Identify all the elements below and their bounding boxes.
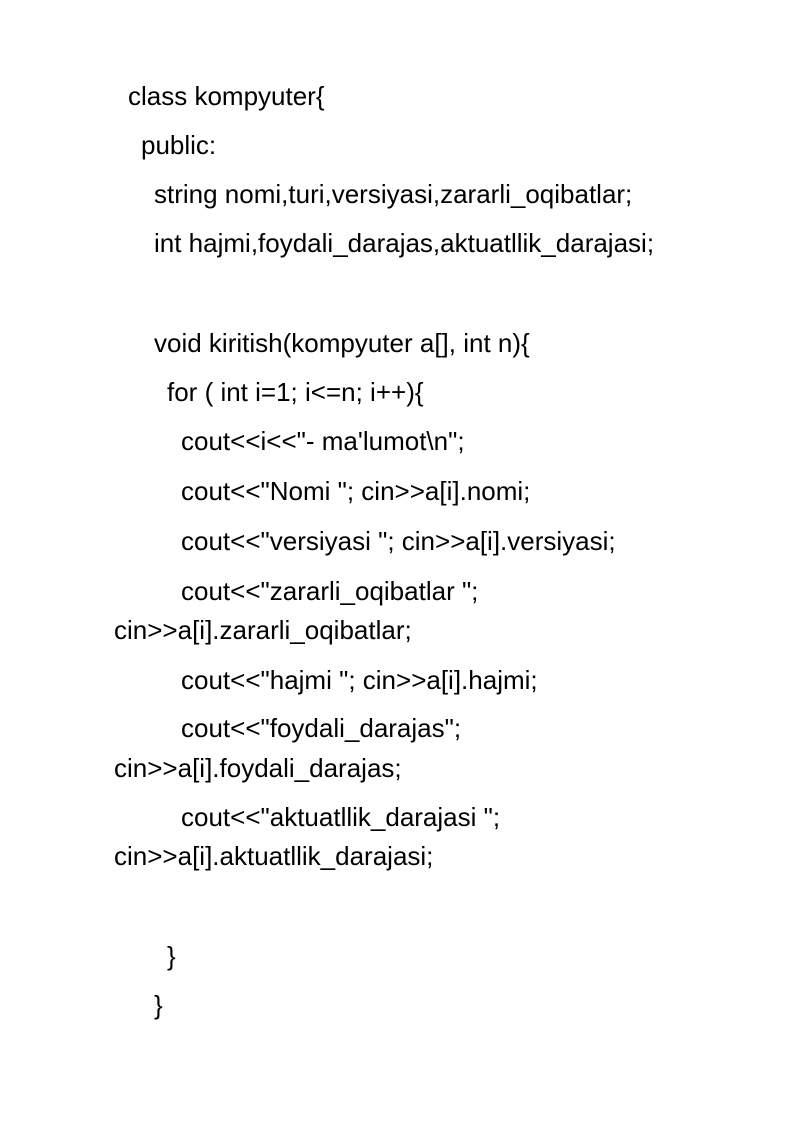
code-line: } [154,990,163,1020]
code-line: cin>>a[i].zararli_oqibatlar; [114,615,412,645]
code-line: cin>>a[i].foydali_darajas; [114,753,402,783]
code-line: int hajmi,foydali_darajas,aktuatllik_darajasi; [154,228,655,258]
code-line: public: [141,130,217,160]
code-line: class kompyuter{ [128,81,325,111]
code-line: cout<<i<<"- ma'lumot\n"; [181,426,465,456]
code-line: cout<<"zararli_oqibatlar "; [181,576,479,606]
code-line: cout<<"foydali_darajas"; [181,713,462,743]
code-line: string nomi,turi,versiyasi,zararli_oqibatlar; [154,179,633,209]
code-line: cin>>a[i].aktuatllik_darajasi; [114,841,434,871]
code-line: for ( int i=1; i<=n; i++){ [167,377,424,407]
code-line: void kiritish(kompyuter a[], int n){ [154,328,530,358]
code-line: cout<<"Nomi "; cin>>a[i].nomi; [181,476,531,506]
code-line: cout<<"aktuatllik_darajasi "; [181,802,501,832]
code-line: } [167,941,176,971]
code-line: cout<<"hajmi "; cin>>a[i].hajmi; [181,665,538,695]
code-line: cout<<"versiyasi "; cin>>a[i].versiyasi; [181,526,616,556]
